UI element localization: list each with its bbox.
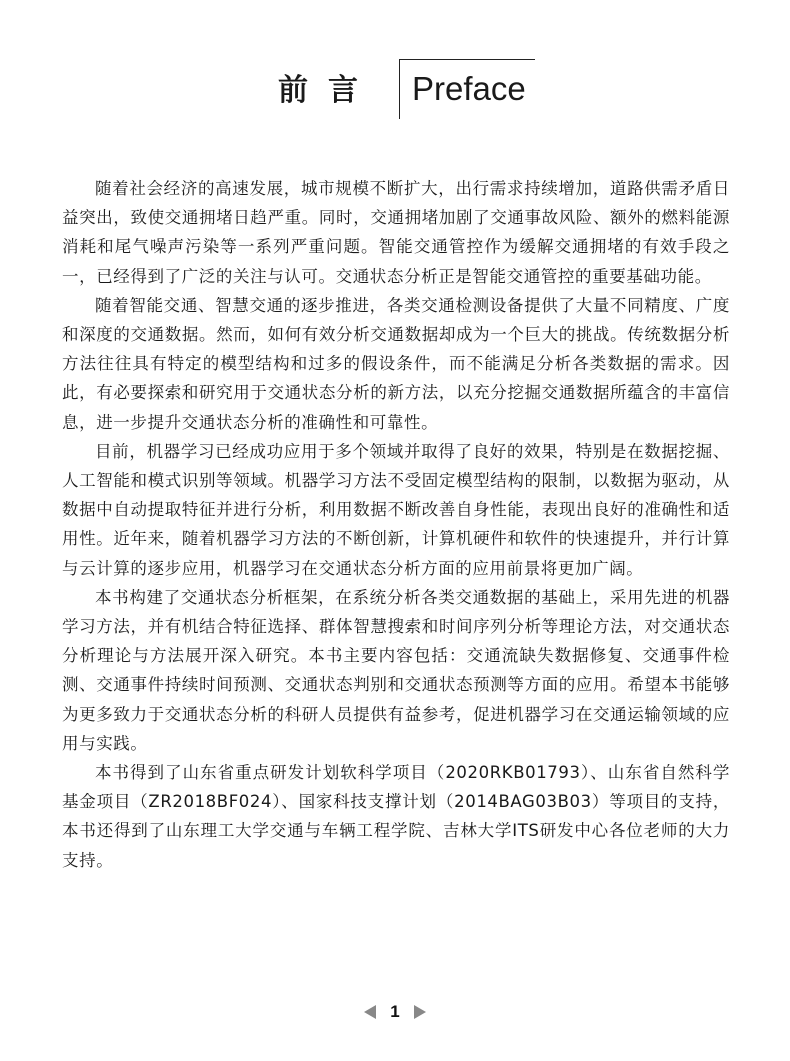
title-divider <box>399 59 400 119</box>
page-footer <box>0 1000 790 1024</box>
paragraph-1: 随着社会经济的高速发展，城市规模不断扩大，出行需求持续增加，道路供需矛盾日益突出，致使交通拥堵日趋严重。同时，交通拥堵加剧了交通事故风险、额外的燃料能源消耗和尾气噪声污染等一系列严重问题。智能交通管控作为缓解交通拥堵的有效手段之一，已经得到了广泛的关注与认可。交通状态分析正是智能交通管控的重要基础功能。 <box>62 179 730 286</box>
page-title-chinese: 前言 <box>278 73 378 108</box>
title-top-rule <box>399 59 535 60</box>
page-title-english: Preface <box>412 70 526 107</box>
right-arrow-icon <box>414 1005 426 1019</box>
preface-body <box>62 174 730 875</box>
paragraph-2: 随着智能交通、智慧交通的逐步推进，各类交通检测设备提供了大量不同精度、广度和深度的交通数据。然而，如何有效分析交通数据却成为一个巨大的挑战。传统数据分析方法往往具有特定的模型结构和过多的假设条件，而不能满足分析各类数据的需求。因此，有必要探索和研究用于交通状态分析的新方法，以充分挖掘交通数据所蕴含的丰富信息，进一步提升交通状态分析的准确性和可靠性。 <box>62 295 730 432</box>
paragraph-5: 本书得到了山东省重点研发计划软科学项目（2020RKB01793）、山东省自然科学基金项目（ZR2018BF024）、国家科技支撑计划（2014BAG03B03）等项目的支持，本书还得到了山东理工大学交通与车辆工程学院、吉林大学ITS研发中心各位老师的大力支持。 <box>62 763 730 870</box>
paragraph-4: 本书构建了交通状态分析框架，在系统分析各类交通数据的基础上，采用先进的机器学习方法，并有机结合特征选择、群体智慧搜索和时间序列分析等理论方法，对交通状态分析理论与方法展开深入研究。本书主要内容包括：交通流缺失数据修复、交通事件检测、交通事件持续时间预测、交通状态判别和交通状态预测等方面的应用。希望本书能够为更多致力于交通状态分析的科研人员提供有益参考，促进机器学习在交通运输领域的应用与实践。 <box>62 587 730 753</box>
paragraph-3: 目前，机器学习已经成功应用于多个领域并取得了良好的效果，特别是在数据挖掘、人工智能和模式识别等领域。机器学习方法不受固定模型结构的限制，以数据为驱动，从数据中自动提取特征并进行分析，利用数据不断改善自身性能，表现出良好的准确性和适用性。近年来，随着机器学习方法的不断创新，计算机硬件和软件的快速提升，并行计算与云计算的逐步应用，机器学习在交通状态分析方面的应用前景将更加广阔。 <box>62 441 730 578</box>
page-number: 1 <box>390 1002 400 1021</box>
left-arrow-icon <box>364 1005 376 1019</box>
page-header <box>0 55 790 125</box>
